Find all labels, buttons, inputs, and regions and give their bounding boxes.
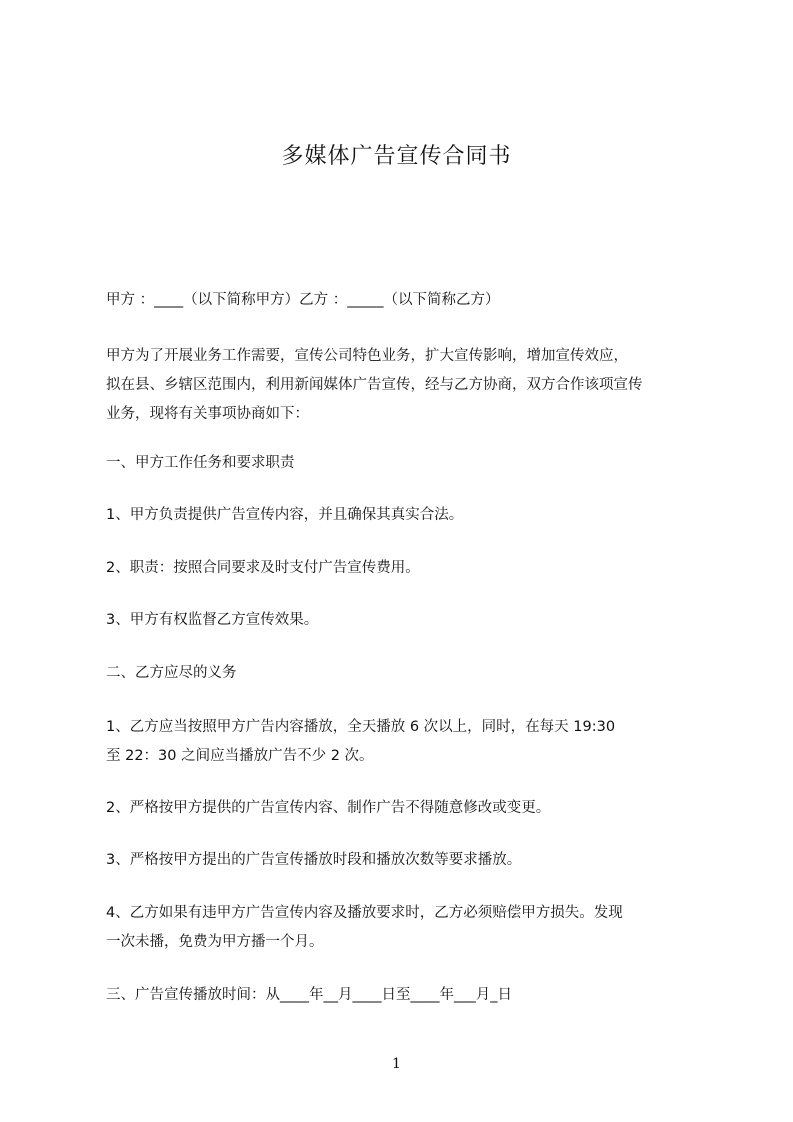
section2-item-4-line-1: 4、乙方如果有违甲方广告宣传内容及播放要求时，乙方必须赔偿甲方损失。发现: [106, 905, 623, 921]
intro-line-1: 甲方为了开展业务工作需要，宣传公司特色业务，扩大宣传影响，增加宣传效应，: [106, 348, 628, 364]
section1-heading: 一、甲方工作任务和要求职责: [106, 455, 295, 471]
section2-item-1-line-2: 至 22：30 之间应当播放广告不少 2 次。: [106, 748, 374, 764]
intro-line-2: 拟在县、乡辖区范围内，利用新闻媒体广告宣传，经与乙方协商，双方合作该项宣传: [106, 377, 643, 393]
section2-item-4: [106, 899, 706, 957]
document-title: 多媒体广告宣传合同书: [281, 144, 512, 169]
section2-item-1: [106, 713, 706, 771]
section2-item-2: 2、严格按甲方提供的广告宣传内容、制作广告不得随意修改或变更。: [106, 800, 551, 816]
section1-item-1: 1、甲方负责提供广告宣传内容，并且确保其真实合法。: [106, 507, 464, 523]
section2-item-1-line-1: 1、乙方应当按照甲方广告内容播放，全天播放 6 次以上，同时，在每天 19:30: [106, 719, 616, 735]
parties-line: 甲方 ：____（以下简称甲方）乙方 ：_____（以下简称乙方）: [106, 292, 500, 308]
intro-paragraph: [106, 342, 706, 429]
section2-item-4-line-2: 一次未播，免费为甲方播一个月。: [106, 934, 324, 950]
section1-item-3: 3、甲方有权监督乙方宣传效果。: [106, 612, 319, 628]
section3-heading: 三、广告宣传播放时间：从____年__月____日至____年___月_日: [106, 987, 512, 1003]
section2-heading: 二、乙方应尽的义务: [106, 665, 237, 681]
section2-item-3: 3、严格按甲方提出的广告宣传播放时段和播放次数等要求播放。: [106, 852, 522, 868]
page-number: 1: [392, 1056, 401, 1072]
intro-line-3: 业务，现将有关事项协商如下：: [106, 406, 309, 422]
section1-item-2: 2、职责：按照合同要求及时支付广告宣传费用。: [106, 560, 420, 576]
